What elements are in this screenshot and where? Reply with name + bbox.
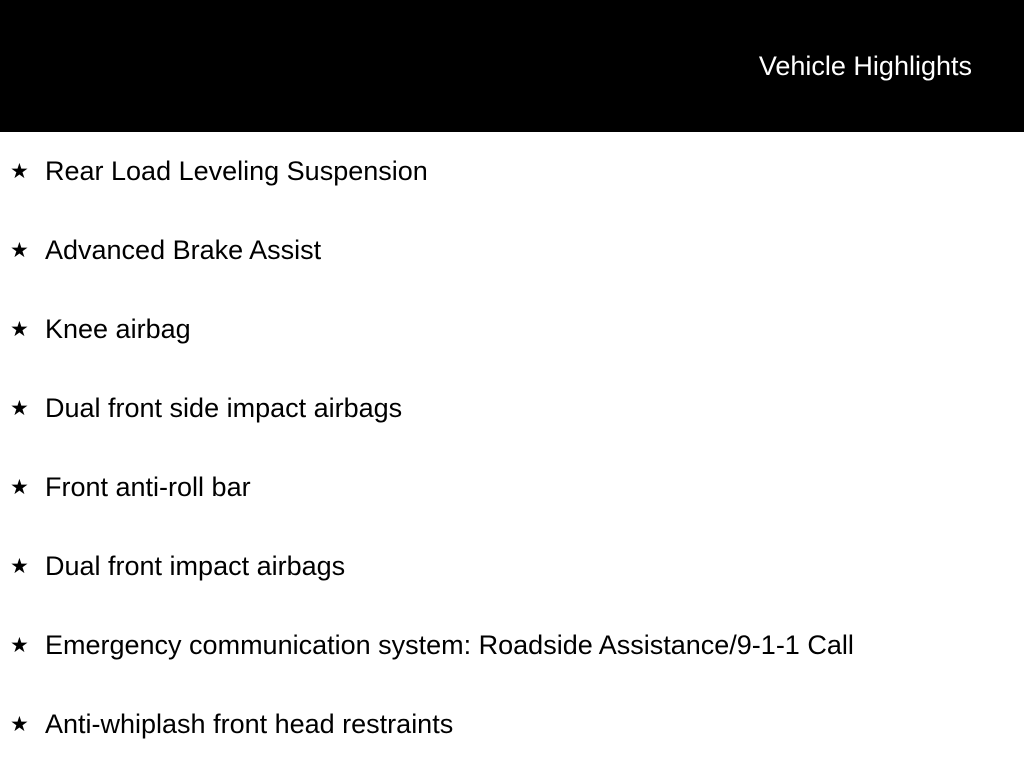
- highlight-label: Dual front impact airbags: [45, 551, 346, 581]
- star-icon: ★: [10, 317, 29, 341]
- highlight-label: Dual front side impact airbags: [45, 393, 403, 423]
- page-title: Vehicle Highlights: [758, 51, 972, 81]
- star-icon: ★: [10, 475, 29, 499]
- list-item: [0, 549, 1024, 628]
- list-item: [0, 154, 1024, 233]
- highlight-label: Advanced Brake Assist: [45, 235, 322, 265]
- highlights-list: [0, 154, 1024, 768]
- star-icon: ★: [10, 396, 29, 420]
- star-icon: ★: [10, 554, 29, 578]
- star-icon: ★: [10, 633, 29, 657]
- header-bar: [0, 0, 1024, 132]
- list-item: [0, 707, 1024, 768]
- list-item: [0, 233, 1024, 312]
- highlight-label: Rear Load Leveling Suspension: [45, 156, 428, 186]
- star-icon: ★: [10, 712, 29, 736]
- highlight-label: Front anti-roll bar: [45, 472, 251, 502]
- list-item: [0, 628, 1024, 707]
- list-item: [0, 312, 1024, 391]
- highlight-label: Emergency communication system: Roadside Assistance/9-1-1 Call: [45, 630, 854, 660]
- star-icon: ★: [10, 238, 29, 262]
- list-item: [0, 470, 1024, 549]
- highlight-label: Anti-whiplash front head restraints: [45, 709, 454, 739]
- star-icon: ★: [10, 159, 29, 183]
- highlight-label: Knee airbag: [45, 314, 191, 344]
- list-item: [0, 391, 1024, 470]
